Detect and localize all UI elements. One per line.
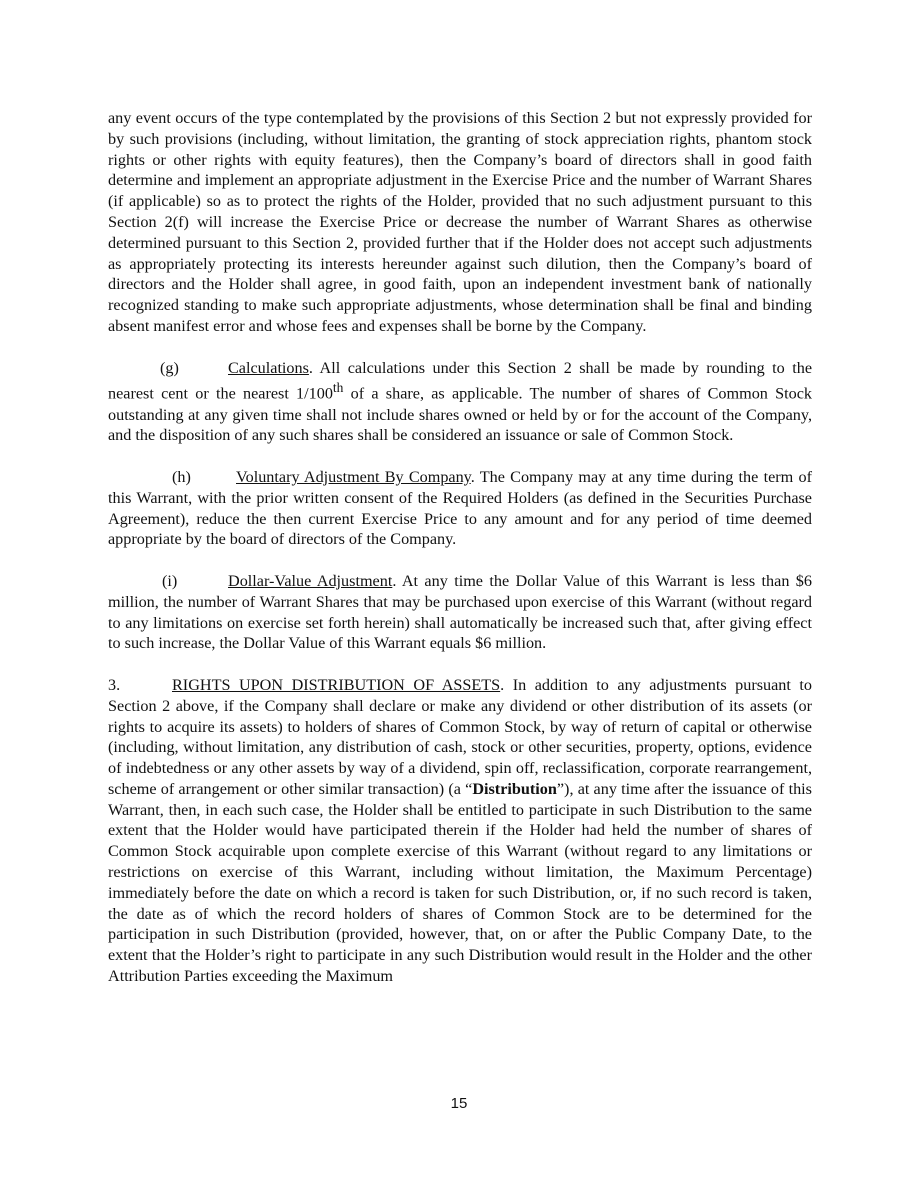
section-text: . The Company may at any time during the term of this Warrant, with the prior written consent of the Required Holders (as defined in the Securities Purchase Agreement), reduce the then current Exercise Price to any amount and for any period of time deemed appropriate by the board of directors of the Company. [108,467,812,549]
page-number: 15 [450,1095,468,1112]
paragraph-section-2i [108,571,812,654]
defined-term: Distribution [472,779,557,798]
section-text: . At any time the Dollar Value of this Warrant is less than $6 million, the number of Warrant Shares that may be purchased upon exercise of this Warrant (without regard to any limitations on exercise set forth herein) shall automatically be increased such that, after giving effect to such increase, the Dollar Value of this Warrant equals $6 million. [108,571,812,653]
paragraph-section-2h [108,467,812,550]
section-text-cont: ”), at any time after the issuance of this Warrant, then, in each such case, the Holder shall be entitled to participate in such Distribution to the same extent that the Holder would have participated therein if the Holder had held the number of shares of Common Stock acquirable upon complete exercise of this Warrant (without regard to any limitations or restrictions on exercise of this Warrant, including without limitation, the Maximum Percentage) immediately before the date on which a record is taken for such Distribution, or, if no such record is taken, the date as of which the record holders of shares of Common Stock are to be determined for the participation in such Distribution (provided, however, that, on or after the Public Company Date, to the extent that the Holder’s right to participate in any such Distribution would result in the Holder and the other Attribution Parties exceeding the Maximum [108,779,812,986]
section-text: . All calculations under this Section 2 shall be made by rounding to the nearest cent or the nearest 1/100 [108,358,812,403]
paragraph-section-2f-continued: any event occurs of the type contemplated by the provisions of this Section 2 but not expressly provided for by such provisions (including, without limitation, the granting of stock appreciation rights, phantom stock rights or other rights with equity features), then the Company’s board of directors shall in good faith determine and implement an appropriate adjustment in the Exercise Price and the number of Warrant Shares (if applicable) so as to protect the rights of the Holder, provided that no such adjustment pursuant to this Section 2(f) will increase the Exercise Price or decrease the number of Warrant Shares as otherwise determined pursuant to this Section 2, provided further that if the Holder does not accept such adjustments as appropriately protecting its interests hereunder against such dilution, then the Company’s board of directors and the Holder shall agree, in good faith, upon an independent investment bank of nationally recognized standing to make such appropriate adjustments, whose determination shall be final and binding absent manifest error and whose fees and expenses shall be borne by the Company. [108,109,812,335]
section-title: Calculations [228,358,309,377]
document-body [108,108,812,1008]
section-label: (g) [160,358,179,377]
section-title: Voluntary Adjustment By Company [236,467,471,486]
section-label: (h) [172,467,191,486]
superscript: th [332,380,344,396]
section-title: Dollar-Value Adjustment [228,571,393,590]
section-label: (i) [162,571,178,590]
section-label: 3. [108,675,121,694]
section-title: RIGHTS UPON DISTRIBUTION OF ASSETS [172,675,501,694]
paragraph-section-2g [108,358,812,447]
paragraph-section-3 [108,675,812,987]
section-text: . In addition to any adjustments pursuant to Section 2 above, if the Company shall declare or make any dividend or other distribution of its assets (or rights to acquire its assets) to holders of shares of Common Stock, by way of return of capital or otherwise (including, without limitation, any distribution of cash, stock or other securities, property, options, evidence of indebtedness or any other assets by way of a dividend, spin off, reclassification, corporate rearrangement, scheme of arrangement or other similar transaction) (a “ [108,675,812,798]
section-text-cont: of a share, as applicable. The number of shares of Common Stock outstanding at any given time shall not include shares owned or held by or for the account of the Company, and the disposition of any such shares shall be considered an issuance or sale of Common Stock. [108,384,812,445]
